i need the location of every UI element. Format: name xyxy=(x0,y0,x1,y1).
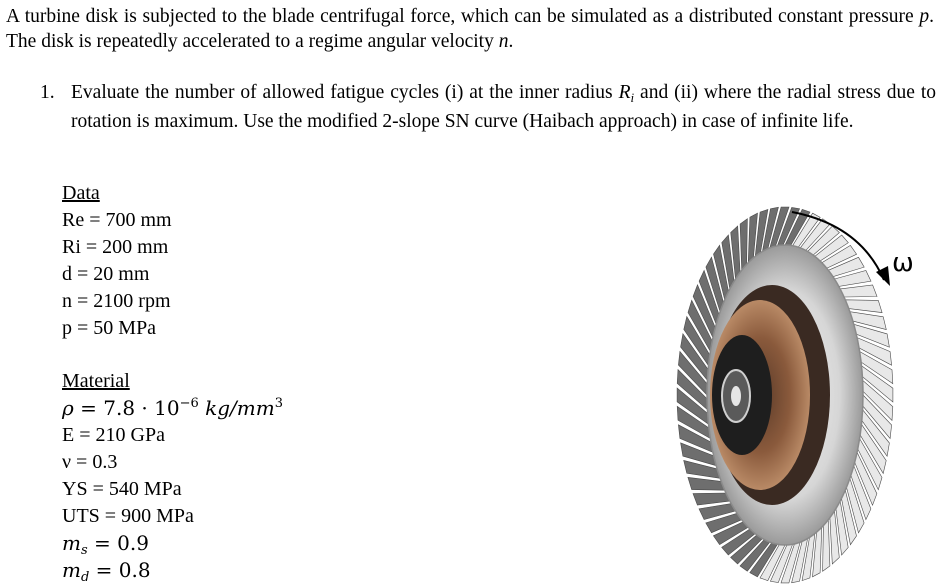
turbine-blade xyxy=(840,285,877,297)
intro-line-2-mid: . The disk is repeatedly accelerated to a regime angular velocity xyxy=(6,6,934,52)
question-var-r: R xyxy=(618,82,631,103)
density-exponent: −6 xyxy=(179,396,199,411)
density-symbol: ρ xyxy=(62,396,74,420)
md-symbol: m xyxy=(62,558,81,582)
intro-line-1: A turbine disk is subjected to the blade centrifugal force, which can be simulated as a distributed constant xyxy=(6,6,843,27)
turbine-blade xyxy=(845,300,882,313)
question-1 xyxy=(40,78,936,136)
turbine-blade xyxy=(823,520,830,572)
question-text xyxy=(71,78,936,136)
material-section xyxy=(62,368,283,584)
problem-intro xyxy=(6,4,934,54)
material-title: Material xyxy=(62,370,130,392)
intro-var-n: n xyxy=(498,31,509,52)
question-var-r-sub: i xyxy=(630,90,635,105)
ms-value: = 0.9 xyxy=(87,531,149,555)
data-item-ri: Ri = 200 mm xyxy=(62,236,169,258)
turbine-blade xyxy=(688,477,725,490)
data-item-n: n = 2100 rpm xyxy=(62,290,171,312)
data-title: Data xyxy=(62,182,100,204)
density-value: = 7.8 · 10 xyxy=(73,396,180,420)
intro-line-2-pre: pressure xyxy=(848,6,920,27)
material-density xyxy=(62,395,283,422)
material-item-ys: YS = 540 MPa xyxy=(62,478,182,500)
intro-var-p: p xyxy=(919,6,930,27)
material-item-e: E = 210 GPa xyxy=(62,424,165,446)
hub-center xyxy=(731,386,741,406)
turbine-blade xyxy=(693,493,730,505)
md-subscript: d xyxy=(80,570,90,585)
data-item-p: p = 50 MPa xyxy=(62,317,157,339)
ms-subscript: s xyxy=(80,543,88,558)
data-item-d: d = 20 mm xyxy=(62,263,150,285)
md-value: = 0.8 xyxy=(89,558,151,582)
question-text-a: Evaluate the number of allowed fatigue cycles (i) at the inner radius xyxy=(71,82,619,103)
question-text-b: and (ii) where the radial stress due to rotation is maximum. Use the modified 2-slope SN curve (Haibach approach) in case of infinite life. xyxy=(71,82,936,132)
material-item-uts: UTS = 900 MPa xyxy=(62,505,194,527)
density-unit-exponent: 3 xyxy=(274,396,283,411)
data-section xyxy=(62,180,172,342)
material-item-nu: ν = 0.3 xyxy=(62,451,118,473)
turbine-blade xyxy=(740,219,747,271)
intro-line-2-end: . xyxy=(508,31,514,52)
omega-label: ω xyxy=(892,248,914,278)
material-md xyxy=(62,557,283,584)
data-item-re: Re = 700 mm xyxy=(62,209,172,231)
question-number: 1. xyxy=(40,82,55,103)
material-ms xyxy=(62,530,283,557)
density-unit: kg/mm xyxy=(198,396,275,420)
ms-symbol: m xyxy=(62,531,81,555)
